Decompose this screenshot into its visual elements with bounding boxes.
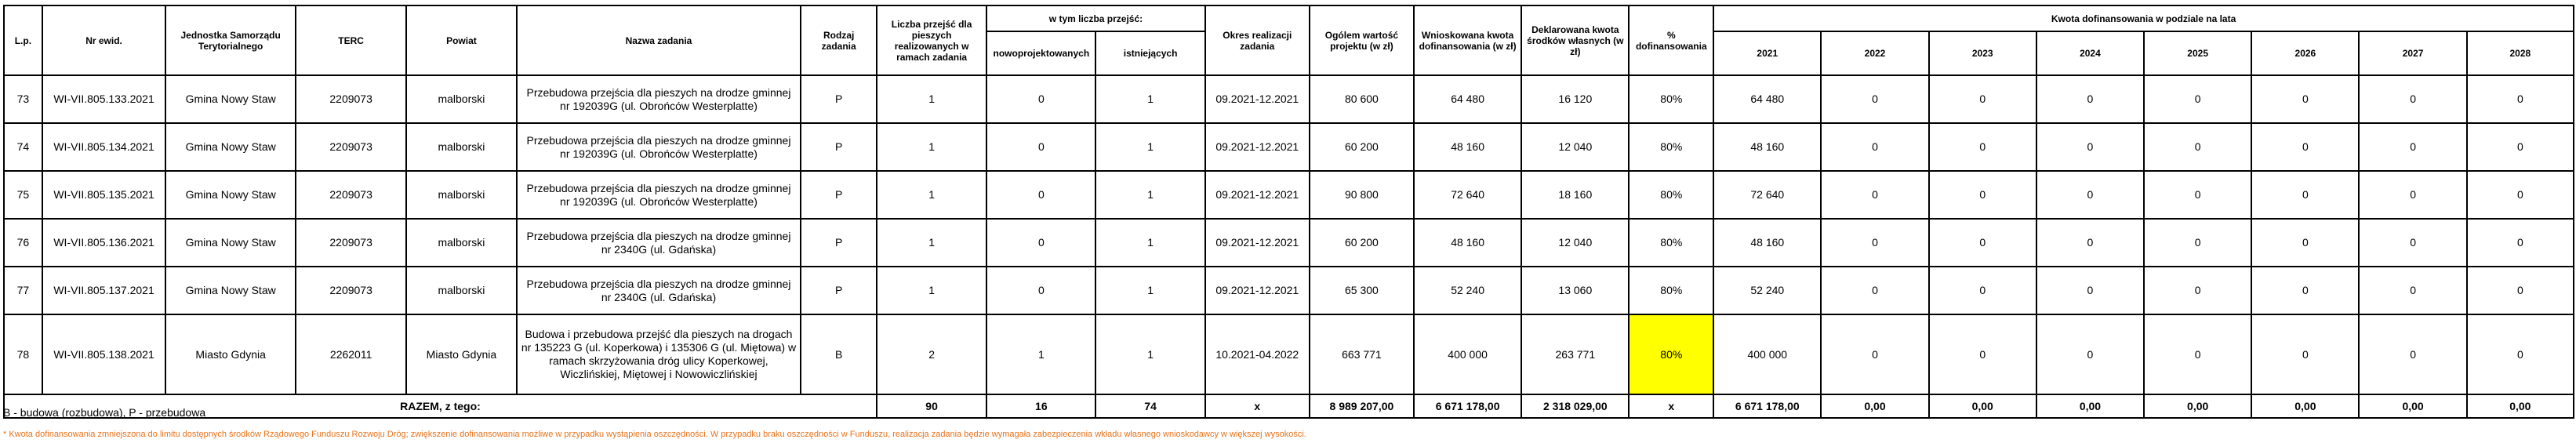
table-row	[4, 171, 2574, 219]
cell-wnioskowana: 48 160	[1414, 219, 1521, 267]
cell-jst: Gmina Nowy Staw	[165, 75, 296, 123]
cell-okres: 09.2021-12.2021	[1205, 219, 1310, 267]
cell-wnioskowana: 400 000	[1414, 314, 1521, 394]
cell-year: 0	[1821, 267, 1928, 314]
cell-year: 0	[1929, 171, 2036, 219]
cell-ogolem: 80 600	[1310, 75, 1414, 123]
cell-wnioskowana: 52 240	[1414, 267, 1521, 314]
cell-year: 0	[2467, 314, 2574, 394]
cell-year: 400 000	[1713, 314, 1821, 394]
totals-year: 0,00	[2036, 394, 2144, 418]
cell-year: 0	[2251, 123, 2359, 171]
cell-nazwa: Przebudowa przejścia dla pieszych na drodze gminnej nr 192039G (ul. Obrońców Westerplatte)	[517, 123, 801, 171]
cell-rodzaj: P	[801, 171, 877, 219]
cell-lp: 77	[4, 267, 42, 314]
header-terc: TERC	[296, 5, 406, 75]
cell-rodzaj: P	[801, 75, 877, 123]
header-row-top	[4, 5, 2574, 31]
header-ogolem: Ogólem wartość projektu (w zł)	[1310, 5, 1414, 75]
cell-year: 0	[2467, 219, 2574, 267]
header-year: 2022	[1821, 31, 1928, 75]
cell-lp: 73	[4, 75, 42, 123]
cell-year: 0	[2036, 123, 2144, 171]
cell-liczba: 2	[877, 314, 986, 394]
totals-procent: x	[1629, 394, 1713, 418]
cell-year: 0	[1929, 314, 2036, 394]
cell-liczba: 1	[877, 75, 986, 123]
cell-year: 0	[2036, 75, 2144, 123]
totals-okres: x	[1205, 394, 1310, 418]
totals-year: 0,00	[2467, 394, 2574, 418]
table-row	[4, 314, 2574, 394]
totals-label: RAZEM, z tego:	[4, 394, 877, 418]
cell-year: 0	[2359, 171, 2466, 219]
cell-procent: 80%	[1629, 123, 1713, 171]
header-year: 2028	[2467, 31, 2574, 75]
cell-nr-ewid: WI-VII.805.138.2021	[42, 314, 166, 394]
header-procent: % dofinansowania	[1629, 5, 1713, 75]
cell-jst: Gmina Nowy Staw	[165, 171, 296, 219]
cell-istn: 1	[1095, 267, 1204, 314]
header-year: 2026	[2251, 31, 2359, 75]
cell-nowo: 0	[986, 267, 1095, 314]
cell-year: 0	[2359, 267, 2466, 314]
header-rodzaj: Rodzaj zadania	[801, 5, 877, 75]
totals-row	[4, 394, 2574, 418]
cell-wnioskowana: 48 160	[1414, 123, 1521, 171]
header-kwota-lata: Kwota dofinansowania w podziale na lata	[1713, 5, 2574, 31]
cell-year: 0	[2036, 314, 2144, 394]
header-year: 2021	[1713, 31, 1821, 75]
cell-powiat: Miasto Gdynia	[406, 314, 516, 394]
cell-terc: 2209073	[296, 267, 406, 314]
cell-year: 0	[2036, 171, 2144, 219]
cell-year: 0	[2359, 123, 2466, 171]
cell-okres: 09.2021-12.2021	[1205, 75, 1310, 123]
header-year: 2023	[1929, 31, 2036, 75]
header-lp: L.p.	[4, 5, 42, 75]
header-istn: istniejących	[1095, 31, 1204, 75]
cell-wnioskowana: 72 640	[1414, 171, 1521, 219]
totals-nowo: 16	[986, 394, 1095, 418]
cell-year: 0	[1821, 219, 1928, 267]
header-liczba: Liczba przejść dla pieszych realizowanych w ramach zadania	[877, 5, 986, 75]
cell-terc: 2209073	[296, 75, 406, 123]
cell-wnioskowana: 64 480	[1414, 75, 1521, 123]
cell-nr-ewid: WI-VII.805.137.2021	[42, 267, 166, 314]
cell-nowo: 0	[986, 219, 1095, 267]
totals-deklarowana: 2 318 029,00	[1521, 394, 1629, 418]
cell-year: 0	[1821, 75, 1928, 123]
cell-ogolem: 65 300	[1310, 267, 1414, 314]
cell-lp: 75	[4, 171, 42, 219]
totals-wnioskowana: 6 671 178,00	[1414, 394, 1521, 418]
cell-year: 0	[2144, 219, 2251, 267]
cell-year: 0	[2144, 171, 2251, 219]
cell-lp: 74	[4, 123, 42, 171]
cell-nr-ewid: WI-VII.805.133.2021	[42, 75, 166, 123]
cell-year: 0	[2036, 267, 2144, 314]
cell-deklarowana: 18 160	[1521, 171, 1629, 219]
header-year: 2027	[2359, 31, 2466, 75]
cell-jst: Gmina Nowy Staw	[165, 267, 296, 314]
cell-liczba: 1	[877, 171, 986, 219]
cell-liczba: 1	[877, 219, 986, 267]
cell-rodzaj: P	[801, 123, 877, 171]
cell-istn: 1	[1095, 314, 1204, 394]
cell-nr-ewid: WI-VII.805.135.2021	[42, 171, 166, 219]
header-year: 2025	[2144, 31, 2251, 75]
header-deklarowana: Deklarowana kwota środków własnych (w zł)	[1521, 5, 1629, 75]
totals-year: 6 671 178,00	[1713, 394, 1821, 418]
cell-powiat: malborski	[406, 171, 516, 219]
cell-jst: Gmina Nowy Staw	[165, 219, 296, 267]
totals-year: 0,00	[2359, 394, 2466, 418]
totals-year: 0,00	[2144, 394, 2251, 418]
cell-lp: 76	[4, 219, 42, 267]
cell-powiat: malborski	[406, 75, 516, 123]
totals-year: 0,00	[2251, 394, 2359, 418]
totals-year: 0,00	[1929, 394, 2036, 418]
cell-okres: 09.2021-12.2021	[1205, 123, 1310, 171]
cell-ogolem: 60 200	[1310, 123, 1414, 171]
totals-istn: 74	[1095, 394, 1204, 418]
footnote-text: * Kwota dofinansowania zmniejszona do limitu dostępnych środków Rządowego Funduszu Rozwoju Dróg; zwiększenie dofinansowania możliwe w przypadku wystąpienia oszczędności. W przypadku braku oszczędności w Funduszu, realizacja zadania będzie wymagała zabezpieczenia wkładu własnego wnioskodawcy w większej wysokości.	[3, 430, 1306, 439]
cell-year: 0	[2359, 219, 2466, 267]
cell-procent: 80%	[1629, 171, 1713, 219]
totals-ogolem: 8 989 207,00	[1310, 394, 1414, 418]
cell-year: 0	[2251, 267, 2359, 314]
cell-powiat: malborski	[406, 219, 516, 267]
cell-year: 0	[2467, 123, 2574, 171]
cell-istn: 1	[1095, 171, 1204, 219]
cell-rodzaj: B	[801, 314, 877, 394]
cell-nr-ewid: WI-VII.805.134.2021	[42, 123, 166, 171]
cell-procent: 80%	[1629, 219, 1713, 267]
cell-nowo: 0	[986, 171, 1095, 219]
legend-text: B - budowa (rozbudowa), P - przebudowa	[3, 406, 206, 419]
header-nr-ewid: Nr ewid.	[42, 5, 166, 75]
cell-year: 0	[2251, 75, 2359, 123]
cell-powiat: malborski	[406, 123, 516, 171]
cell-year: 0	[2144, 314, 2251, 394]
cell-year: 0	[2467, 267, 2574, 314]
cell-liczba: 1	[877, 267, 986, 314]
cell-nr-ewid: WI-VII.805.136.2021	[42, 219, 166, 267]
cell-terc: 2209073	[296, 171, 406, 219]
cell-year: 0	[2036, 219, 2144, 267]
cell-powiat: malborski	[406, 267, 516, 314]
cell-deklarowana: 12 040	[1521, 219, 1629, 267]
cell-year: 0	[1929, 75, 2036, 123]
cell-year: 0	[1821, 123, 1928, 171]
cell-procent: 80%	[1629, 75, 1713, 123]
cell-terc: 2209073	[296, 123, 406, 171]
totals-liczba: 90	[877, 394, 986, 418]
cell-year: 0	[2144, 75, 2251, 123]
cell-nazwa: Przebudowa przejścia dla pieszych na drodze gminnej nr 192039G (ul. Obrońców Westerplatte)	[517, 75, 801, 123]
cell-okres: 10.2021-04.2022	[1205, 314, 1310, 394]
header-nowo: nowoprojektowanych	[986, 31, 1095, 75]
cell-year: 0	[1821, 171, 1928, 219]
cell-deklarowana: 12 040	[1521, 123, 1629, 171]
header-jst: Jednostka Samorządu Terytorialnego	[165, 5, 296, 75]
cell-nazwa: Przebudowa przejścia dla pieszych na drodze gminnej nr 2340G (ul. Gdańska)	[517, 267, 801, 314]
cell-year: 48 160	[1713, 219, 1821, 267]
cell-year: 72 640	[1713, 171, 1821, 219]
cell-year: 0	[2467, 75, 2574, 123]
cell-nazwa: Przebudowa przejścia dla pieszych na drodze gminnej nr 192039G (ul. Obrońców Westerplatte)	[517, 171, 801, 219]
cell-year: 0	[2251, 171, 2359, 219]
header-nazwa: Nazwa zadania	[517, 5, 801, 75]
header-year: 2024	[2036, 31, 2144, 75]
cell-nowo: 0	[986, 75, 1095, 123]
cell-okres: 09.2021-12.2021	[1205, 171, 1310, 219]
cell-ogolem: 663 771	[1310, 314, 1414, 394]
cell-istn: 1	[1095, 123, 1204, 171]
cell-ogolem: 90 800	[1310, 171, 1414, 219]
cell-nowo: 0	[986, 123, 1095, 171]
cell-nowo: 1	[986, 314, 1095, 394]
cell-procent: 80%	[1629, 267, 1713, 314]
cell-jst: Gmina Nowy Staw	[165, 123, 296, 171]
cell-deklarowana: 16 120	[1521, 75, 1629, 123]
cell-liczba: 1	[877, 123, 986, 171]
cell-procent: 80%	[1629, 314, 1713, 394]
header-w-tym: w tym liczba przejść:	[986, 5, 1205, 31]
cell-year: 52 240	[1713, 267, 1821, 314]
table-row	[4, 267, 2574, 314]
cell-year: 0	[2359, 314, 2466, 394]
cell-year: 0	[1821, 314, 1928, 394]
cell-year: 0	[1929, 267, 2036, 314]
cell-terc: 2209073	[296, 219, 406, 267]
cell-rodzaj: P	[801, 219, 877, 267]
cell-year: 0	[2251, 314, 2359, 394]
table-row	[4, 123, 2574, 171]
cell-istn: 1	[1095, 75, 1204, 123]
cell-istn: 1	[1095, 219, 1204, 267]
totals-year: 0,00	[1821, 394, 1928, 418]
cell-year: 0	[1929, 123, 2036, 171]
header-wnioskowana: Wnioskowana kwota dofinansowania (w zł)	[1414, 5, 1521, 75]
cell-year: 0	[2467, 171, 2574, 219]
cell-lp: 78	[4, 314, 42, 394]
header-okres: Okres realizacji zadania	[1205, 5, 1310, 75]
cell-year: 0	[2251, 219, 2359, 267]
cell-deklarowana: 263 771	[1521, 314, 1629, 394]
cell-year: 64 480	[1713, 75, 1821, 123]
cell-deklarowana: 13 060	[1521, 267, 1629, 314]
cell-terc: 2262011	[296, 314, 406, 394]
cell-year: 48 160	[1713, 123, 1821, 171]
cell-okres: 09.2021-12.2021	[1205, 267, 1310, 314]
cell-nazwa: Przebudowa przejścia dla pieszych na drodze gminnej nr 2340G (ul. Gdańska)	[517, 219, 801, 267]
cell-rodzaj: P	[801, 267, 877, 314]
cell-year: 0	[2144, 123, 2251, 171]
cell-year: 0	[2359, 75, 2466, 123]
header-powiat: Powiat	[406, 5, 516, 75]
funding-table	[3, 5, 2574, 419]
table-row	[4, 75, 2574, 123]
cell-year: 0	[2144, 267, 2251, 314]
cell-nazwa: Budowa i przebudowa przejść dla pieszych na drogach nr 135223 G (ul. Koperkowa) i 135306 G (ul. Miętowa) w ramach skrzyżowania dróg ulicy Koperkowej, Wiczlińskiej, Miętowej i Nowowiczlińskiej	[517, 314, 801, 394]
cell-ogolem: 60 200	[1310, 219, 1414, 267]
cell-year: 0	[1929, 219, 2036, 267]
cell-jst: Miasto Gdynia	[165, 314, 296, 394]
table-row	[4, 219, 2574, 267]
